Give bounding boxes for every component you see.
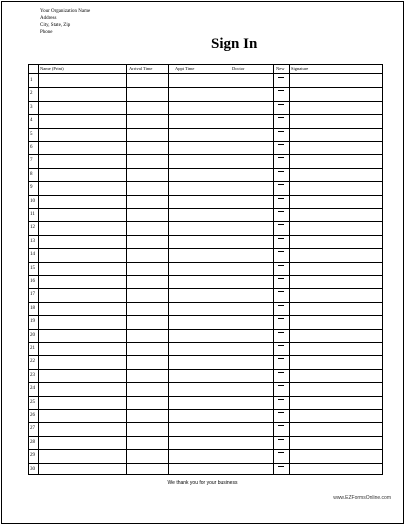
- sign-in-sheet: [1, 1, 404, 524]
- row-number: 11: [30, 212, 35, 217]
- row-number: 12: [30, 225, 35, 231]
- row-divider: [29, 208, 382, 209]
- row-divider: [29, 315, 382, 316]
- row-divider: [29, 235, 382, 236]
- row-number: 4: [30, 118, 33, 124]
- new-patient-mark: [278, 358, 284, 359]
- row-divider: [29, 248, 382, 249]
- new-patient-mark: [278, 144, 284, 145]
- row-number: 5: [30, 131, 33, 137]
- new-patient-mark: [278, 77, 284, 78]
- row-number: 7: [30, 158, 33, 164]
- column-divider: [273, 65, 274, 474]
- new-patient-mark: [278, 104, 284, 105]
- row-divider: [29, 275, 382, 276]
- row-number: 8: [30, 171, 33, 177]
- row-number: 25: [30, 399, 35, 405]
- footer-message: We thank you for your business: [167, 480, 238, 486]
- column-divider: [168, 65, 169, 474]
- new-patient-mark: [278, 372, 284, 373]
- new-patient-mark: [278, 332, 284, 333]
- new-patient-mark: [278, 452, 284, 453]
- new-patient-mark: [278, 171, 284, 172]
- new-patient-mark: [278, 90, 284, 91]
- row-number: 14: [30, 252, 35, 258]
- new-patient-mark: [278, 305, 284, 306]
- row-number: 17: [30, 292, 35, 298]
- website-text: www.EZFormsOnline.com: [333, 495, 391, 501]
- new-patient-mark: [278, 399, 284, 400]
- row-number: 27: [30, 426, 35, 432]
- row-number: 23: [30, 372, 35, 378]
- row-number: 19: [30, 319, 35, 325]
- row-number: 22: [30, 359, 35, 365]
- row-divider: [29, 195, 382, 196]
- new-patient-mark: [278, 238, 284, 239]
- new-patient-mark: [278, 466, 284, 467]
- row-number: 10: [30, 198, 35, 204]
- row-divider: [29, 101, 382, 102]
- row-number: 29: [30, 453, 35, 459]
- row-divider: [29, 221, 382, 222]
- column-header-doctor: Doctor: [232, 66, 245, 71]
- row-divider: [29, 355, 382, 356]
- column-header-name: Name (Print): [40, 66, 64, 71]
- row-divider: [29, 262, 382, 263]
- page-title: Sign In: [211, 36, 258, 52]
- column-header-arrival-time: Arrival Time: [129, 66, 153, 71]
- row-divider: [29, 141, 382, 142]
- new-patient-mark: [278, 265, 284, 266]
- row-divider: [29, 409, 382, 410]
- row-number: 3: [30, 104, 33, 110]
- row-divider: [29, 302, 382, 303]
- row-number: 18: [30, 305, 35, 311]
- row-number: 6: [30, 145, 33, 150]
- row-divider: [29, 87, 382, 88]
- new-patient-mark: [278, 278, 284, 279]
- row-divider: [29, 288, 382, 289]
- row-divider: [29, 422, 382, 423]
- sign-in-table: [28, 64, 383, 475]
- row-number: 15: [30, 265, 35, 271]
- new-patient-mark: [278, 224, 284, 225]
- row-divider: [29, 342, 382, 343]
- row-divider: [29, 168, 382, 169]
- new-patient-mark: [278, 318, 284, 319]
- row-number: 9: [30, 185, 33, 191]
- row-divider: [29, 396, 382, 397]
- phone-line: Phone: [40, 30, 53, 35]
- column-header-appt-time: Appt Time: [175, 66, 195, 71]
- row-divider: [29, 449, 382, 450]
- row-divider: [29, 369, 382, 370]
- column-header-new: New: [276, 66, 285, 71]
- new-patient-mark: [278, 131, 284, 132]
- new-patient-mark: [278, 385, 284, 386]
- row-divider: [29, 114, 382, 115]
- row-number: 2: [30, 91, 33, 97]
- new-patient-mark: [278, 117, 284, 118]
- row-number: 13: [30, 238, 35, 244]
- row-number: 1: [30, 78, 33, 83]
- row-number: 24: [30, 386, 35, 392]
- row-divider: [29, 154, 382, 155]
- column-header-signature: Signature: [291, 66, 309, 71]
- new-patient-mark: [278, 425, 284, 426]
- address-line: Address: [40, 16, 57, 21]
- row-divider: [29, 329, 382, 330]
- column-divider: [126, 65, 127, 474]
- column-divider: [289, 65, 290, 474]
- new-patient-mark: [278, 198, 284, 199]
- organization-name: Your Organization Name: [40, 9, 91, 14]
- row-divider: [29, 382, 382, 383]
- row-number: 20: [30, 332, 35, 338]
- header-divider: [29, 73, 382, 74]
- row-divider: [29, 181, 382, 182]
- new-patient-mark: [278, 291, 284, 292]
- new-patient-mark: [278, 157, 284, 158]
- row-number: 16: [30, 279, 35, 284]
- new-patient-mark: [278, 439, 284, 440]
- row-divider: [29, 436, 382, 437]
- row-number: 21: [30, 346, 35, 351]
- new-patient-mark: [278, 251, 284, 252]
- row-divider: [29, 463, 382, 464]
- row-number: 28: [30, 439, 35, 445]
- new-patient-mark: [278, 412, 284, 413]
- new-patient-mark: [278, 345, 284, 346]
- new-patient-mark: [278, 184, 284, 185]
- new-patient-mark: [278, 211, 284, 212]
- row-divider: [29, 128, 382, 129]
- row-number: 30: [30, 466, 35, 472]
- row-number: 26: [30, 413, 35, 418]
- city-state-zip-line: City, State, Zip: [40, 23, 71, 28]
